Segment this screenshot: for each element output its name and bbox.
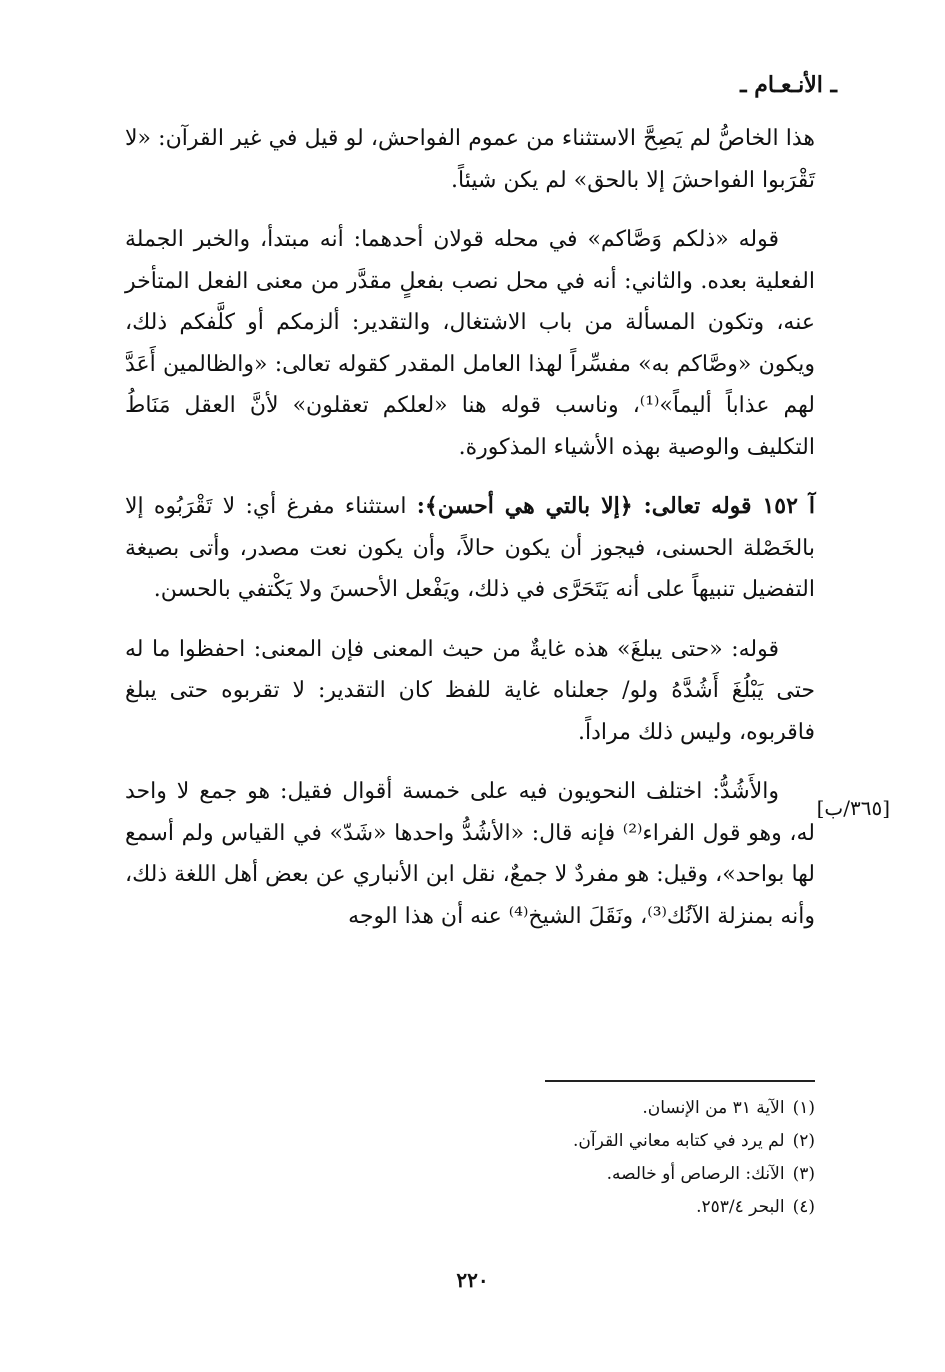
verse-heading: آ ١٥٢ قوله تعالى: ﴿إلا بالتي هي أحسن﴾:: [416, 493, 815, 519]
footnote-text: البحر ٢٥٣/٤.: [696, 1197, 785, 1217]
footnote-item: [125, 1092, 815, 1125]
footnote-separator: [545, 1080, 815, 1082]
paragraph-4: قوله: «حتى يبلغَ» هذه غايةٌ من حيث المعنى فإن المعنى: احفظوا ما له حتى يَبْلُغَ أَشُدَّهُ ولو/ جعلناه غاية للفظ كان التقدير: لا تقربوه حتى يبلغ فاقربوه، وليس ذلك مراداً.: [125, 636, 815, 745]
paragraph-5: والأَشُدُّ: اختلف النحويون فيه على خمسة أقوال فقيل: هو جمع لا واحد له، وهو قول الفراء⁽²⁾ فإنه قال: «الأشُدُّ واحدها «شَدّ» في القياس ولم أسمع لها بواحد»، وقيل: هو مفردٌ لا جمعٌ، نقل ابن الأنباري عن بعض أهل اللغة ذلك، وأنه بمنزلة الآنُك⁽³⁾، ونَقَلَ الشيخ⁽⁴⁾ عنه أن هذا الوجه: [125, 779, 815, 929]
footnote-item: [125, 1125, 815, 1158]
footnote-text: الآنك: الرصاص أو خالصه.: [606, 1164, 785, 1184]
verse-heading-rest: استثناء مفرغ أي:: [245, 494, 417, 519]
paragraph-3-body: لا تَقْرَبُوه إلا بالخَصْلة الحسنى، فيجوز أن يكون حالاً، وأن يكون نعت مصدر، وأتى بصيغة التفضيل تنبيهاً على أنه يَتَحَرَّى في ذلك، ويَفْعل الأحسنَ ولا يَكْتفي بالحسن.: [125, 494, 815, 602]
manuscript-folio-note: [٣٦٥/ب]: [816, 796, 890, 820]
running-header: ـ الأنـعـام ـ: [740, 72, 837, 98]
footnote-text: الآية ٣١ من الإنسان.: [642, 1098, 785, 1118]
paragraph-2: قوله «ذلكم وَصَّاكم» في محله قولان أحدهما: أنه مبتدأ، والخبر الجملة الفعلية بعده. والثاني: أنه في محل نصب بفعلٍ مقدَّر من معنى الفعل المتأخر عنه، وتكون المسألة من باب الاشتغال، والتقدير: ألزمكم أو كلَّفكم ذلك، ويكون «وصَّاكم به» مفسِّراً لهذا العامل المقدر كقوله تعالى: «والظالمين أَعَدَّ لهم عذاباً أليماً»⁽¹⁾، وناسب قوله هنا «لعلكم تعقلون» لأنَّ العقل مَنَاطُ التكليف والوصية بهذه الأشياء المذكورة.: [125, 227, 815, 460]
footnote-item: [125, 1158, 815, 1191]
paragraph-3: [125, 486, 815, 611]
footnote-number: (٢): [792, 1131, 815, 1151]
page-number: ٢٢٠: [456, 1268, 489, 1292]
footnote-number: (٣): [792, 1164, 815, 1184]
footnote-number: (٤): [792, 1197, 815, 1217]
footnote-text: لم يرد في كتابه معاني القرآن.: [572, 1131, 785, 1151]
main-text: [125, 118, 815, 955]
paragraph-1: هذا الخاصُّ لم يَصِحَّ الاستثناء من عموم الفواحش، لو قيل في غير القرآن: «لا تَقْرَبوا الفواحشَ إلا بالحق» لم يكن شيئاً.: [125, 126, 815, 193]
footnote-item: [125, 1191, 815, 1224]
footnotes-list: [125, 1092, 815, 1224]
footnote-number: (١): [792, 1098, 815, 1118]
